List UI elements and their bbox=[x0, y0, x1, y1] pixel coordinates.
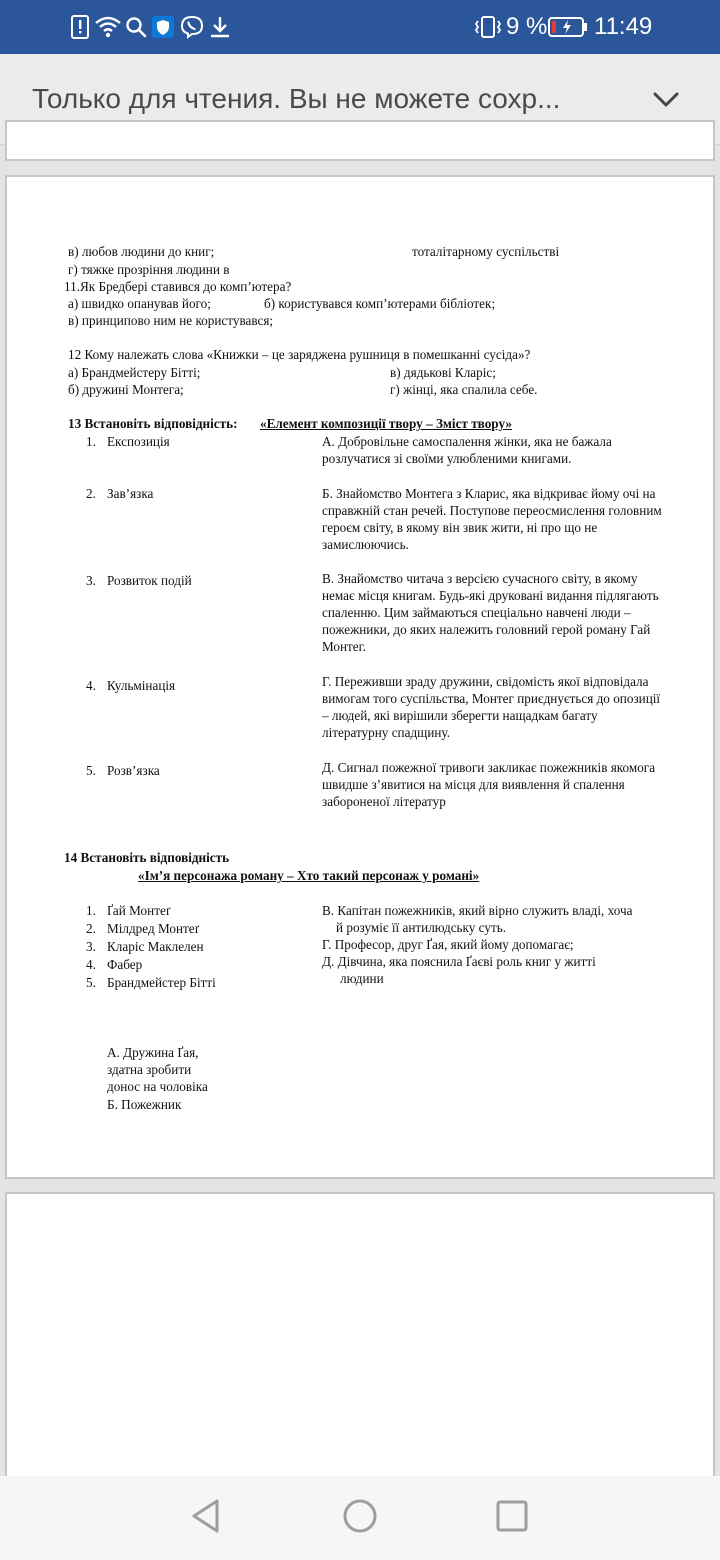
q12-option-c: в) дядькові Кларіс; bbox=[390, 365, 496, 380]
q13-item-text: А. Добровільне самоспалення жінки, яка не бажала розлучатися зі своїми улюбленими книгами. bbox=[322, 434, 612, 466]
q10-option-c: в) любов людини до книг; bbox=[68, 244, 215, 259]
q10-option-d: г) тяжке прозріння людини в bbox=[68, 262, 230, 277]
q14-desc-a: А. Дружина Ґая, bbox=[107, 1045, 199, 1060]
q14-desc-a-cont: здатна зробити bbox=[107, 1062, 192, 1077]
q13-item-text: Б. Знайомство Монтега з Кларис, яка відкриває йому очі на справжній стан речей. Поступове переосмислення головним героєм світу, в якому він звик жити, ні про що не замислюючись. bbox=[322, 486, 662, 552]
q14-name-num: 1. bbox=[86, 903, 96, 918]
q13-item-num: 5. bbox=[86, 763, 96, 778]
document-page bbox=[5, 175, 715, 1179]
q12-option-b: б) дружині Монтега; bbox=[68, 382, 184, 397]
search-icon bbox=[124, 0, 148, 54]
q14-title: 14 Встановіть відповідність bbox=[64, 850, 230, 865]
read-only-message: Только для чтения. Вы не можете сохр... bbox=[32, 83, 561, 114]
next-page bbox=[5, 1192, 715, 1492]
q14-desc-d-cont: людини bbox=[340, 971, 384, 986]
battery-percent: 9 % bbox=[506, 13, 548, 40]
q12-question: 12 Кому належать слова «Книжки – це заряджена рушниця в помешканні сусіда»? bbox=[68, 347, 531, 362]
q14-name-label: Фабер bbox=[107, 957, 143, 972]
q14-desc-g: Г. Професор, друг Ґая, який йому допомагає; bbox=[322, 937, 574, 952]
q14-desc-v-cont: й розуміє її антилюдську суть. bbox=[336, 920, 507, 935]
home-button[interactable] bbox=[336, 1496, 384, 1540]
q14-name-num: 5. bbox=[86, 975, 96, 990]
q11-question: 11.Як Бредбері ставився до комп’ютера? bbox=[64, 279, 292, 294]
q13-item-num: 1. bbox=[86, 434, 96, 449]
q14-name-label: Мілдред Монтеґ bbox=[107, 921, 200, 936]
back-triangle-icon bbox=[189, 1498, 223, 1539]
q12-option-a: а) Брандмейстеру Бітті; bbox=[68, 365, 201, 380]
q14-name-label: Брандмейстер Бітті bbox=[107, 975, 216, 990]
q13-title: 13 Встановіть відповідність: bbox=[68, 416, 238, 431]
q14-name-num: 3. bbox=[86, 939, 96, 954]
home-circle-icon bbox=[342, 1498, 378, 1539]
q11-option-a: а) швидко опанував його; bbox=[68, 296, 211, 311]
alert-icon bbox=[70, 0, 90, 54]
vibrate-icon bbox=[474, 0, 502, 54]
q13-item-text: Д. Сигнал пожежної тривоги закликає пожежників якомога швидше з’явитися на місця для виявлення й спалення забороненої літератур bbox=[322, 760, 656, 809]
q12-option-d: г) жінці, яка спалила себе. bbox=[390, 382, 538, 397]
q13-subtitle: «Елемент композиції твору – Зміст твору» bbox=[260, 416, 512, 431]
q14-name-num: 4. bbox=[86, 957, 96, 972]
wifi-icon bbox=[95, 0, 121, 54]
battery-icon bbox=[548, 0, 588, 54]
q14-name-num: 2. bbox=[86, 921, 96, 936]
q11-option-b: б) користувався комп’ютерами бібліотек; bbox=[264, 296, 496, 311]
q13-item-num: 2. bbox=[86, 486, 96, 501]
previous-page bbox=[5, 120, 715, 161]
back-button[interactable] bbox=[182, 1496, 230, 1540]
download-icon bbox=[208, 0, 232, 54]
q14-name-label: Ґай Монтеґ bbox=[107, 903, 171, 918]
recents-square-icon bbox=[495, 1499, 529, 1538]
q13-item-label: Кульмінація bbox=[107, 678, 176, 693]
shield-icon bbox=[151, 0, 175, 54]
q13-item-num: 3. bbox=[86, 573, 96, 588]
q14-desc-a-cont: донос на чоловіка bbox=[107, 1079, 208, 1094]
navigation-bar bbox=[0, 1476, 720, 1560]
q10-option-d-continued: тоталітарному суспільстві bbox=[412, 244, 560, 259]
status-bar bbox=[0, 0, 720, 54]
q13-item-num: 4. bbox=[86, 678, 96, 693]
q13-item-label: Розвиток подій bbox=[107, 573, 192, 588]
clock-time: 11:49 bbox=[594, 13, 653, 40]
viber-icon bbox=[180, 0, 204, 54]
q13-item-text: Г. Переживши зраду дружини, свідомість якої відповідала вимогам того суспільства, Монтег приєднується до опозиції – людей, які вирішили зберегти нащадкам багату літературну спадщину. bbox=[322, 674, 661, 740]
chevron-down-icon[interactable] bbox=[646, 83, 686, 115]
recents-button[interactable] bbox=[488, 1496, 536, 1540]
q13-item-label: Зав’язка bbox=[107, 486, 154, 501]
q14-subtitle: «Ім’я персонажа роману – Хто такий персонаж у романі» bbox=[138, 868, 480, 883]
q13-item-label: Розв’язка bbox=[107, 763, 160, 778]
q14-name-label: Кларіс Маклелен bbox=[107, 939, 204, 954]
q11-option-c: в) принципово ним не користувався; bbox=[68, 313, 274, 328]
q13-item-label: Експозиція bbox=[107, 434, 170, 449]
q14-desc-b: Б. Пожежник bbox=[107, 1097, 182, 1112]
q13-item-text: В. Знайомство читача з версією сучасного світу, в якому немає місця книгам. Будь-які друковані видання підлягають спаленню. Цим займаються спеціально навчені люди – пожежники, до яких належить головний герой роману Гай Монтег. bbox=[322, 571, 659, 654]
q14-desc-v: В. Капітан пожежників, який вірно служить владі, хоча bbox=[322, 903, 633, 918]
q14-desc-d: Д. Дівчина, яка пояснила Ґаєві роль книг у житті bbox=[322, 954, 596, 969]
